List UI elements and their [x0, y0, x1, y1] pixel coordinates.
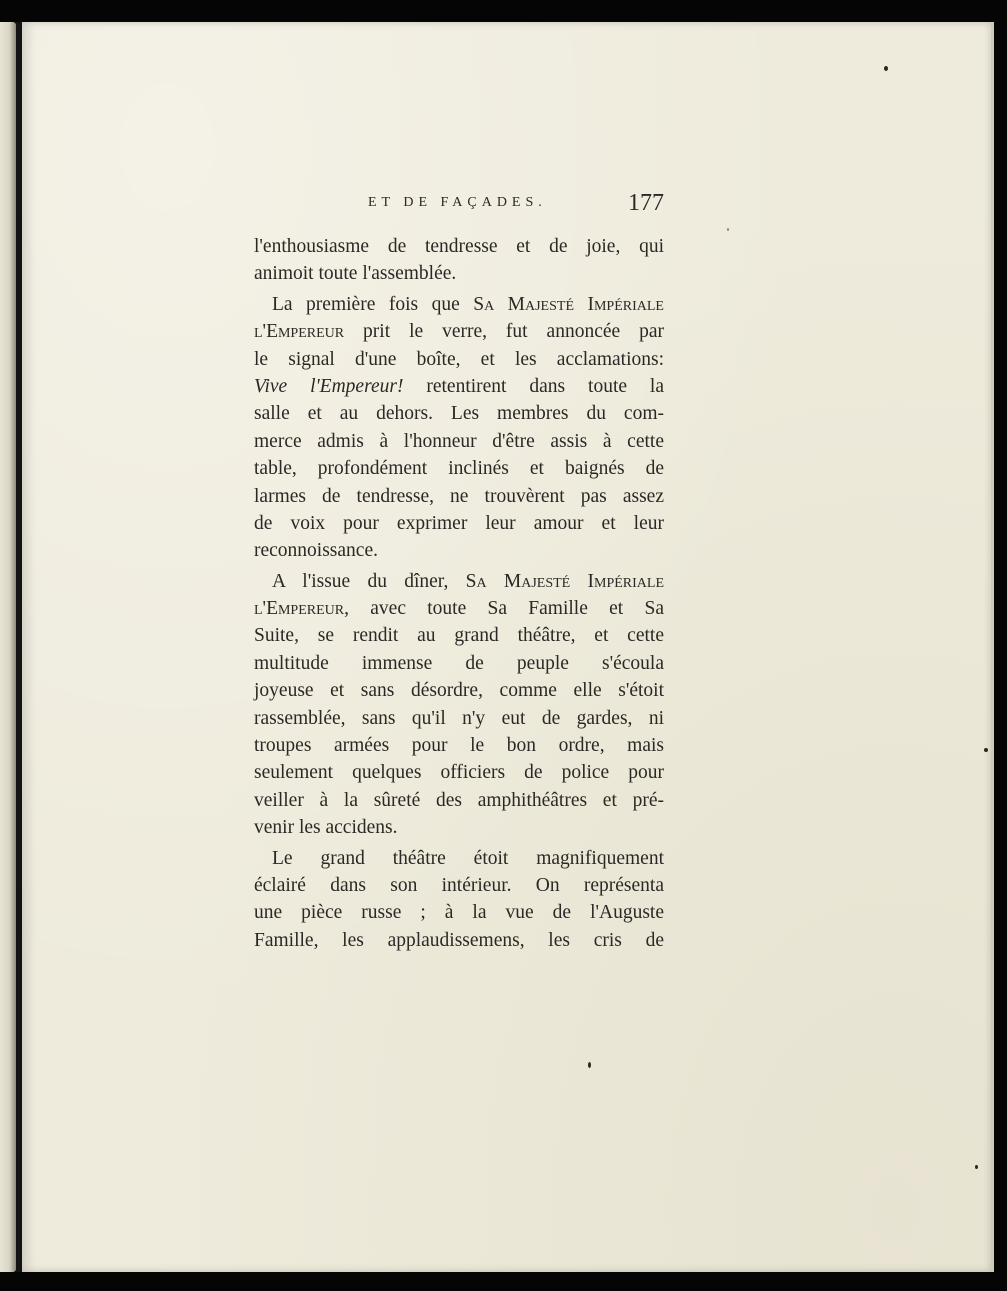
text-line: une pièce russe ; à la vue de l'Auguste: [254, 902, 664, 924]
text-line: salle et au dehors. Les membres du com-: [254, 403, 664, 425]
text-line: joyeuse et sans désordre, comme elle s'étoit: [254, 680, 664, 702]
text-line: multitude immense de peuple s'écoula: [254, 652, 664, 674]
small-caps-title: Sa Majesté Impériale: [465, 570, 664, 592]
body-text: [254, 233, 664, 954]
small-caps-title: l'Empereur: [254, 598, 345, 620]
small-caps-title: Sa Majesté Impériale: [473, 293, 664, 315]
text-line: merce admis à l'honneur d'être assis à cette: [254, 430, 664, 452]
text-line: éclairé dans son intérieur. On représenta: [254, 874, 664, 896]
text-line: [254, 291, 664, 318]
page-number: 177: [628, 190, 664, 216]
paper-speck: [588, 1062, 591, 1068]
text-run: prit le verre, fut annoncée par: [344, 321, 664, 343]
text-line: [254, 568, 664, 595]
running-head: ET DE FAÇADES.: [368, 195, 547, 210]
text-line: venir les accidens.: [254, 817, 398, 839]
text-line: de voix pour exprimer leur amour et leur: [254, 512, 664, 534]
text-line: l'enthousiasme de tendresse et de joie, qui: [254, 236, 664, 257]
text-line: [254, 373, 664, 400]
text-run: La première fois que: [272, 293, 474, 315]
text-run: retentirent dans toute la: [403, 375, 664, 397]
text-line: rassemblée, sans qu'il n'y eut de gardes, ni: [254, 707, 664, 729]
text-line: Famille, les applaudissemens, les cris de: [254, 929, 664, 951]
text-line: Le grand théâtre étoit magnifiquement: [272, 847, 664, 869]
previous-page-edge: [0, 22, 16, 1272]
text-run: , avec toute Sa Famille et Sa: [344, 598, 664, 620]
text-line: seulement quelques officiers de police pour: [254, 762, 664, 784]
text-line: [254, 595, 664, 622]
paper-speck: [975, 1165, 978, 1169]
paper-speck: [727, 228, 729, 231]
italic-exclamation: Vive l'Empereur!: [254, 375, 404, 397]
text-line: troupes armées pour le bon ordre, mais: [254, 735, 664, 757]
text-line: le signal d'une boîte, et les acclamations:: [254, 348, 664, 370]
paper-speck: [984, 748, 988, 752]
text-line: larmes de tendresse, ne trouvèrent pas assez: [254, 485, 664, 507]
text-line: reconnoissance.: [254, 540, 378, 562]
text-line: veiller à la sûreté des amphithéâtres et pré-: [254, 789, 664, 811]
text-line: Suite, se rendit au grand théâtre, et cette: [254, 625, 664, 647]
text-line: table, profondément inclinés et baignés de: [254, 458, 664, 480]
page-right-edge: [991, 22, 994, 1272]
paper-speck: [884, 66, 888, 71]
text-run: A l'issue du dîner,: [272, 570, 466, 592]
text-line: [254, 318, 664, 345]
small-caps-title: l'Empereur: [254, 321, 345, 343]
text-line: animoit toute l'assemblée.: [254, 263, 457, 285]
